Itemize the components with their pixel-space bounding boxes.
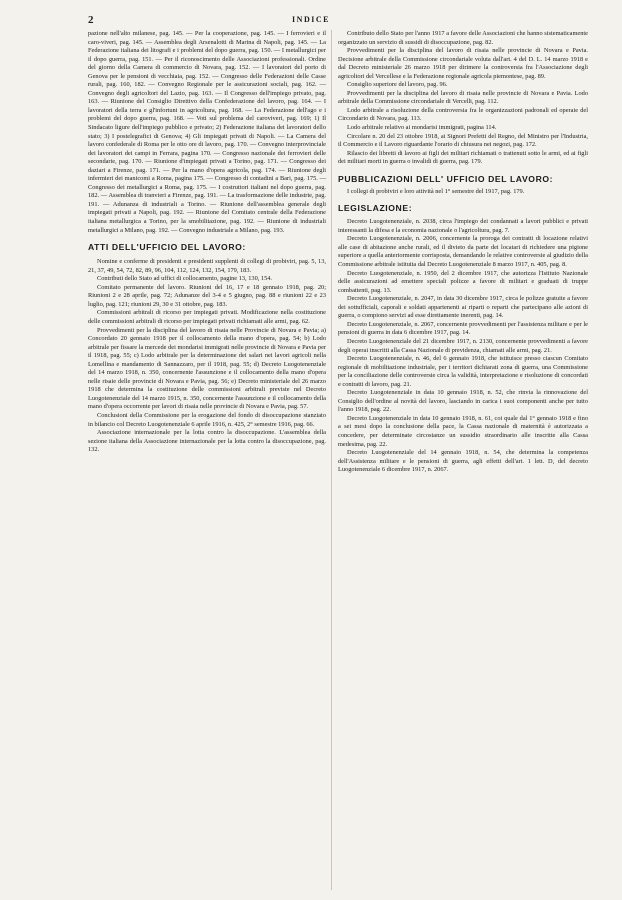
paragraph: Circolare n. 20 del 23 ottobre 1918, ai Signori Prefetti del Regno, del Ministro per l'Industria, il Commercio e il Lavoro riguardante l'orario di chiusura nei negozi, pag. 172. [338, 132, 588, 149]
paragraph: Provvedimenti per la disciplina del lavoro di risaia nelle Provincie di Novara e Pavia; a) Concordato 20 gennaio 1918 per il collocamento della mano d'opera, pag. 54; b) Lodo arbitrale per fissare la mercede dei mondarisi immigrati nelle provincie di Novara e Pavia per il 1918, pag. 55; c) Lodo arbitrale per la determinazione dei salari nei lavori agricoli nella Lomellina e mandamento di Sannazzaro, per il 1918, pag. 55; d) Decreto Luogotenenziale del 14 marzo 1918, n. 350, concernente l'assunzione e il collocamento della mano d'opera nelle risaie delle provincie di Novara e Pavia, pag. 56; e) Decreto ministeriale del 26 marzo 1918 che determina la costituzione delle commissioni arbitrali previste nel Decreto Luogotenenziale del 14 marzo 1915, n. 350, concernente l'assunzione e il collocamento della mano d'opera occorrente per lavori di risaia nelle provincie di Novara e Pavia, pag. 57. [88, 326, 326, 411]
paragraph: Decreto Luogotenenziale, n. 1950, del 2 dicembre 1917, che autorizza l'Istituto Nazionale delle assicurazioni ad emettere speciali polizze a favore di militari e graduati di truppe combattenti, pag. 13. [338, 269, 588, 294]
intro-paragraph: pazione nell'alto milanese, pag. 145. — Per la cooperazione, pag. 145. — I ferrovieri e il caro-viveri, pag. 145. — Assemblea degli Arsenalotti di Marina di Napoli, pag. 145. — La Federazione italiana dei litografi e i problemi del dopo guerra, pag. 150. — I metallurgici per il dopo guerra, pag. 151. — Per il riconoscimento delle Associazioni professionali. Ordine del giorno della Camera di commercio di Novara, pag. 152. — I lavoratori del porto di Genova per le pensioni di vecchiaia, pag. 152. — Congresso delle Federazioni delle Casse rurali, pag. 160, 182. — Convegno Regionale per le assicurazioni sociali, pag. 162. — Convegno degli agricoltori del Lazio, pag. 163. — Il Congresso dell'impiego privato, pag. 163. — Riunione del Consiglio Direttivo della Confederazione del lavoro, pag. 164. — I lavoratori della terra e gl'infortuni in agricoltura, pag. 168. — La Federazione dell'ago e i problemi del dopo guerra, pag. 168. — Voti sul problema del caroviveri, pag. 169; 1) Il Sindacato ligure dell'impiego pubblico e privato; 2) Federazione italiana dei lavoratori dello stato; 3) I postelegrafici di Genova; 4) Gli impiegati privati di Napoli. — La Camera del lavoro confederale di Roma per le otto ore di lavoro, pag. 170. — Convegno interprovinciale dei lavoratori dei campi in Ferrara, pagina 170. — Congresso nazionale dei ferrovieri delle secondarie, pag. 170. — Riunione d'impiegati privati a Torino, pag. 171. — Congresso dei daziari a Firenze, pag. 171. — Per la mano d'opera agricola, pag. 174. — Riunione degli infermieri dei manicomi a Roma, pagina 175. — Congresso di contadini a Bari, pag. 175. — Congresso dei metallurgici a Roma, pag. 175. — I costruttori italiani nel dopo guerra, pag. 182. — Assemblea di tranvieri a Firenze, pag. 191. — La trasformazione delle industrie, pag. 191. — Adunanza di industriali a Torino. — Riunione dell'assemblea generale degli impiegati privati a Napoli, pag. 192. — Riunione del Comitato centrale della Federazione italiana metallurgica a Torino, per la smobilitazione, pag. 192. — Riunione di industriali metallurgici a Milano, pag. 192. — Convegno industriale a Milano, pag. 193. [88, 30, 326, 234]
paragraph: Decreto Luogotenenziale, n. 46, del 6 gennaio 1918, che istituisce presso ciascun Comitato regionale di mobilitazione industriale, per i territori dichiarati zona di guerra, una Commissione per la conciliazione delle controversie circa la validità, interpretazione e risoluzione di concordati e contratti di lavoro, pag. 21. [338, 355, 588, 388]
paragraph: Nomine e conferme di presidenti e presidenti supplenti di collegi di probiviri, pag. 5, 13, 21, 37, 49, 54, 72, 82, 89, 96, 104, 112, 124, 132, 154, 179, 183. [88, 258, 326, 274]
paragraph: Rilascio dei libretti di lavoro ai figli dei militari richiamati o trattenuti sotto le armi, ed ai figli dei militari morti in guerra o invalidi di guerra, pag. 179. [338, 149, 588, 166]
paragraph: Lodo arbitrale a risoluzione della controversia fra le organizzazioni padronali ed operaie del Circondario di Novara, pag. 113. [338, 106, 588, 123]
paragraph: Decreto Luogotenenziale in data 10 gennaio 1918, n. 61, coi quale dal 1° gennaio 1918 e fino a sei mesi dopo la conclusione della pace, la Cassa nazionale di maternità è autorizzata a concedere, per determinate circostanze un sussidio straordinario alle inscritte alla Cassa medesima, pag. 22. [338, 414, 588, 448]
paragraph: Consiglio superiore del lavoro, pag. 96. [347, 81, 448, 89]
paragraph: Decreto Luogotenenziale in data 10 gennaio 1918, n. 52, che rinvia la rinnovazione del Consiglio dell'ordine al novità del lavoro, lasciando in carica i suoi componenti anche per tutto l'anno 1918, pag. 22. [338, 389, 588, 414]
section-heading-legislazione: LEGISLAZIONE: [338, 203, 413, 214]
column-divider [331, 30, 332, 890]
paragraph: Decreto Luogotenenziale, n. 2038, circa l'impiego dei condannati a lavori pubblici e privati interessanti la difesa e la economia nazionale o l'agricoltura, pag. 7. [338, 218, 588, 234]
paragraph: Comitato permanente del lavoro. Riunioni del 16, 17 e 18 gennaio 1918, pag. 20; Riunioni 2 e 28 aprile, pag. 72; Adunanze del 3-4 e 5 giugno, pag. 88 e riunioni 22 e 23 luglio, pag. 121; riunioni 29, 30 e 31 ottobre, pag. 183. [88, 283, 326, 308]
paragraph: Contributi dello Stato ad uffici di collocamento, pagine 13, 130, 154. [97, 275, 273, 283]
page-number: 2 [88, 14, 94, 26]
paragraph: Lodo arbitrale relativo ai mondarisi immigrati, pagina 114. [347, 124, 497, 132]
paragraph: Associazione internazionale per la lotta contro la disoccupazione. L'assemblea della sezione italiana della Associazione internazionale per la lotta contro la disoccupazione, pag. 132. [88, 429, 326, 454]
paragraph: I collegi di probiviri e loro attività nel 1° semestre del 1917, pag. 179. [347, 187, 525, 195]
right-column [338, 30, 588, 475]
left-column [88, 30, 326, 455]
section-heading-pubblicazioni: PUBBLICAZIONI DELL' UFFICIO DEL LAVORO: [338, 173, 554, 184]
paragraph: Decreto Luogotenenziale del 14 gennaio 1918, n. 54, che determina la competenza dell'Assistenza militare e le pensioni di guerra, agli effetti dell'art. 1 lett. D, del decreto Luogotenenziale 6 dicembre 1917, n. 2067. [338, 449, 588, 474]
paragraph: Decreto Luogotenenziale, n. 2047, in data 30 dicembre 1917, circa le polizze gratuite a favore dei sottufficiali, caporali e soldati appartenenti ai riparti o reparti che partecipano alle azioni di guerra, o compiono servizi ad esse direttamente inerenti, pag. 14. [338, 295, 588, 320]
paragraph: Decreto Luogotenenziale, n. 2006, concernente la proroga dei contratti di locazione relativi alle case di abitazione anche rurali, ed il divieto da parte dei locatari di richiedere una pigione superiore a quella anteriormente corrisposta, demandando le relative controversie al giudizio della Commissione arbitrale istituita dal Decreto Luogotenenziale 8 marzo 1917, n. 405, pag. 8. [338, 235, 588, 269]
section-heading-atti: ATTI DELL'UFFICIO DEL LAVORO: [88, 242, 246, 253]
paragraph: Contributo dello Stato per l'anno 1917 a favore delle Associazioni che hanno sistematicamente organizzato un servizio di sussidi di disoccupazione, pag. 82. [338, 30, 588, 46]
paragraph: Provvedimenti per la disciplina del lavoro di risaia nelle provincie di Novara e Pavia. Decisione arbitrale della Commissione circondariale voluta dall'art. 4 del D. L. 14 marzo 1918 e dal Decreto ministeriale 26 marzo 1918 per dirimere la controversia fra l'Associazione degli agricoltori del Vercellese e la Federazione regionale agricola piemontese, pag. 89. [338, 47, 588, 80]
running-head: INDICE [292, 15, 330, 24]
paragraph: Commissioni arbitrali di ricorso per impiegati privati. Modificazione nella costituzione delle commissioni arbitrali di ricorso per impiegati privati richiamati alle armi, pag. 62. [88, 309, 326, 325]
paragraph: Decreto Luogotenenziale, n. 2067, concernente provvedimenti per l'assistenza militare e per le pensioni di guerra in data 6 dicembre 1917, pag. 14. [338, 320, 588, 337]
paragraph: Provvedimenti per la disciplina del lavoro di risaia nelle provincie di Novara e Pavia. Lodo arbitrale della Commissione circondariale di Vercelli, pag. 112. [338, 89, 588, 106]
paragraph: Conclusioni della Commissione per la erogazione del fondo di disoccupazione stanziato in bilancio col Decreto Luogotenenziale 6 aprile 1916, n. 425, 2° semestre 1916, pag. 66. [88, 411, 326, 428]
paragraph: Decreto Luogotenenziale del 21 dicembre 1917, n. 2130, concernente provvedimenti a favore degli operai inscritti alla Cassa Nazionale di previdenza, chiamati alle armi, pag. 21. [338, 337, 588, 354]
